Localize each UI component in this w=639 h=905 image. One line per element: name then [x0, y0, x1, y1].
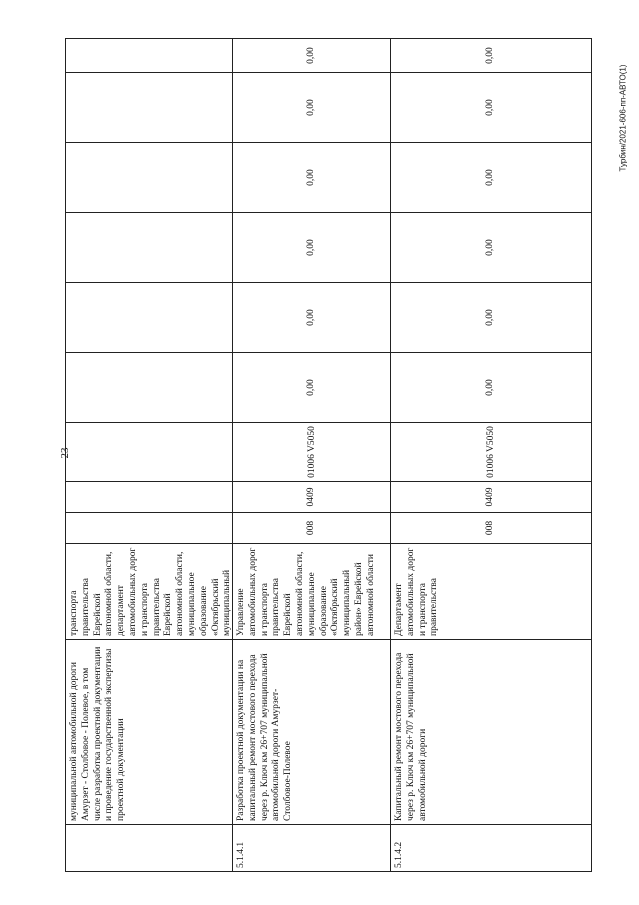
- row-number-cell: [66, 825, 232, 871]
- activity-name-cell: Разработка проектной документации на капитальный ремонт мостового перехода через р. Ключ км 26+707 муниципальной автомобильной дороги Амурзет-Столбовое-Полевое: [233, 640, 390, 825]
- rzpr-cell: [66, 482, 232, 513]
- grbs-cell: [66, 513, 232, 544]
- value-cell: 0,00: [233, 353, 390, 423]
- value-cell: [66, 213, 232, 283]
- value-cell: [66, 73, 232, 143]
- executor-cell: Управление автомобильных дорог и транспорта правительства Еврейской автономной области, муниципальное образование «Октябрьский муниципальный район» Еврейской автономной области: [233, 544, 390, 640]
- footer-code: Турбин/2021-606-пп-АВТО(1): [618, 64, 628, 172]
- page-number: 23: [59, 447, 71, 459]
- value-cell: 0,00: [233, 213, 390, 283]
- value-cell: 0,00: [233, 73, 390, 143]
- row-number-cell: 5.1.4.1: [236, 841, 246, 868]
- value-cell: 0,00: [233, 39, 390, 73]
- executor-cell: транспорта правительства Еврейской автономной области, департамент автомобильных дорог и транспорта правительства Еврейской автономной области, муниципальное образование «Октябрьский муниципальный: [66, 544, 232, 640]
- value-cell: 0,00: [391, 353, 591, 423]
- value-cell: 0,00: [391, 283, 591, 353]
- activity-name-cell: Капитальный ремонт мостового перехода через р. Ключ км 26+707 муниципальной автомобильной дороги: [391, 640, 591, 825]
- table-row: [232, 39, 390, 871]
- csr-cell: 01006 V5050: [233, 423, 390, 482]
- value-cell: 0,00: [233, 283, 390, 353]
- value-cell: 0,00: [391, 39, 591, 73]
- value-cell: [66, 353, 232, 423]
- executor-cell: Департамент автомобильных дорог и транспорта правительства: [391, 544, 591, 640]
- value-cell: 0,00: [391, 73, 591, 143]
- table-row: [66, 39, 232, 871]
- csr-cell: [66, 423, 232, 482]
- value-cell: [66, 283, 232, 353]
- value-cell: 0,00: [391, 213, 591, 283]
- value-cell: [66, 143, 232, 213]
- value-cell: 0,00: [391, 143, 591, 213]
- program-table: [65, 38, 592, 872]
- table-row: [390, 39, 591, 871]
- row-number-cell: 5.1.4.2: [394, 841, 404, 868]
- rzpr-cell: 0409: [391, 482, 591, 513]
- csr-cell: 01006 V5050: [391, 423, 591, 482]
- rzpr-cell: 0409: [233, 482, 390, 513]
- activity-name-cell: муниципальной автомобильной дороги Амурзет - Столбовое - Полевое, в том числе разработка проектной документации и проведение государственной экспертизы проектной документации: [66, 640, 232, 825]
- grbs-cell: 008: [233, 513, 390, 544]
- grbs-cell: 008: [391, 513, 591, 544]
- value-cell: [66, 39, 232, 73]
- value-cell: 0,00: [233, 143, 390, 213]
